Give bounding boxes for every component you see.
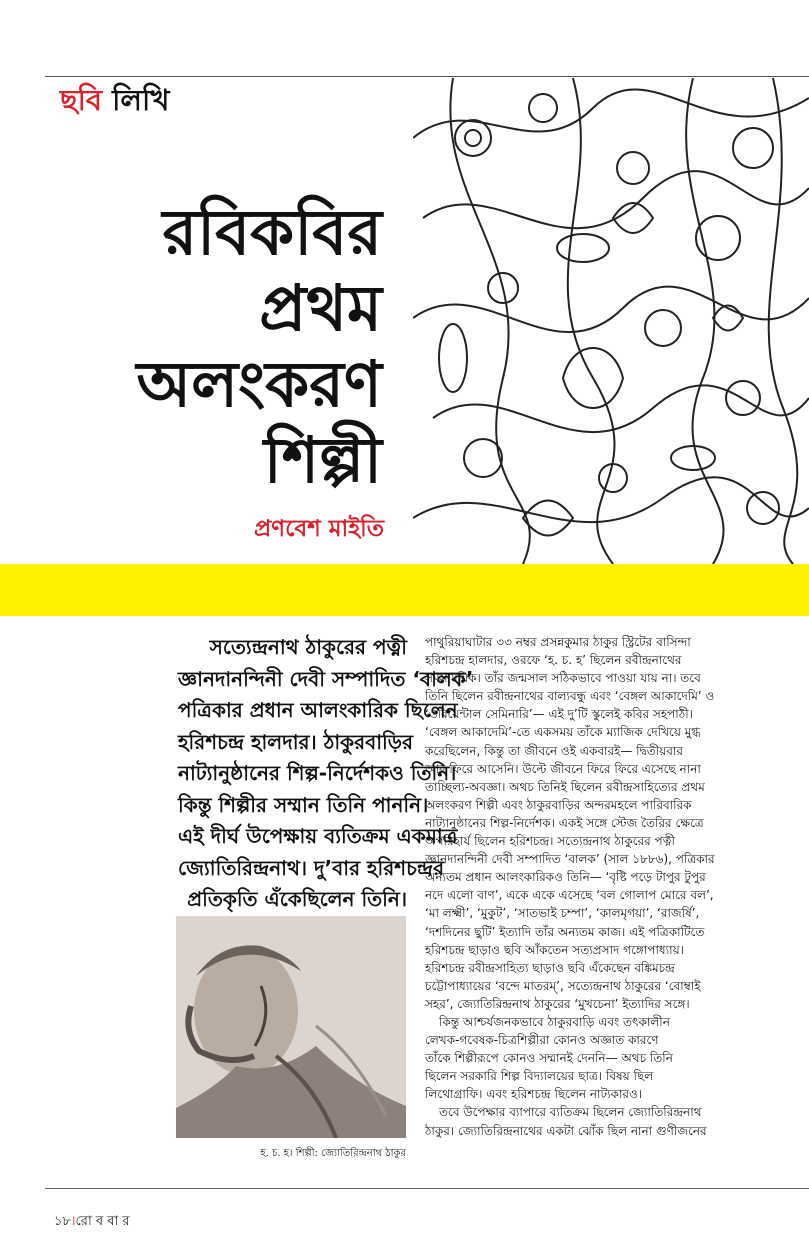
body-line: লেখক-গবেষক-চিত্রশিল্পীরা কোনও অজ্ঞাত কারণে [425,1033,659,1048]
body-line: নদে এলো বাণ’, একে একে এসেছে ‘বল গোলাপ মোরে বল’, [425,888,714,903]
footer-separator: । [70,1214,76,1229]
intro-line: এই দীর্ঘ উপেক্ষায় ব্যতিক্রম একমাত্র [178,824,458,848]
body-line: তাঁকে শিল্পীরূপে কোনও সম্মানই দেননি— অথচ তিনি [425,1051,673,1066]
body-line: আর ফিরে আসেনি। উল্টে জীবনে ফিরে ফিরে এসেছে নানা [425,761,701,776]
ornamental-illustration [413,78,809,564]
page-number: ১৮ [54,1214,71,1229]
body-line: ‘বেঙ্গল আকাদেমি’-তে একসময় তাঁকে ম্যাজিক দেখিয়ে মুগ্ধ [425,725,701,740]
body-line: ছিলেন সরকারি শিল্প বিদ্যালয়ের ছাত্র। বিষয় ছিল [425,1069,654,1084]
intro-line: নাট্যানুষ্ঠানের শিল্প-নির্দেশকও তিনি। [178,761,457,785]
intro-line: জ্যোতিরিন্দ্রনাথ। দু’বার হরিশচন্দ্রর [178,855,445,880]
body-line: কিন্তু আশ্চর্যজনকভাবে ঠাকুরবাড়ি এবং তৎকালীন [439,1014,670,1029]
body-line: অপরিহার্য ছিলেন হরিশচন্দ্র। সত্যেন্দ্রনাথ ঠাকুরের পত্নী [425,834,675,849]
body-line: হরিশচন্দ্র হালদার, ওরফে ‘হ. চ. হ’ ছিলেন রবীন্দ্রনাথের [425,653,682,668]
body-line: হরিশচন্দ্র ছাড়াও ছবি আঁকতেন সত্যপ্রসাদ গঙ্গোপাধ্যায়। [425,942,684,957]
intro-line: জ্ঞানদানন্দিনী দেবী সম্পাদিত ‘বালক’ [178,666,474,691]
top-rule [45,76,809,77]
photo-caption: হ. চ. হ। শিল্পী: জ্যোতিরিন্দ্রনাথ ঠাকুর [260,1148,406,1159]
body-line: তিনি ছিলেন রবীন্দ্রনাথের বাল্যবন্ধু এবং ‘বেঙ্গল আকাদেমি’ ও [425,689,715,704]
body-line: তাচ্ছিল্য-অবজ্ঞা। অথচ তিনিই ছিলেন রবীন্দ্রসাহিত্যের প্রথম [425,779,705,794]
body-line: জ্ঞানদানন্দিনী দেবী সম্পাদিত ‘বালক’ (সাল ১৮৮৬), পত্রিকার [425,852,715,867]
article-body [425,633,797,1140]
section-label-accent: ছবি [60,83,103,117]
body-line: পাথুরিয়াঘাটার ৩৩ নম্বর প্রসন্নকুমার ঠাকুর স্ট্রিটের বাসিন্দা [425,635,691,649]
body-line: সহর’, জ্যোতিরিন্দ্রনাথ ঠাকুরের ‘মুখচেনা’ ইত্যাদির সঙ্গে। [425,996,690,1011]
title-line: শিল্পী [263,424,382,497]
body-paragraph [425,633,797,1013]
body-line: ‘মা লক্ষ্মী’, ‘মুকুট’, ‘সাতভাই চম্পা’, ‘কালমৃগয়া’, ‘রাজর্ষি’, [425,906,700,921]
title-line: প্রথম [259,272,382,345]
title-line: রবিকবির [162,196,382,269]
intro-line: পত্রিকার প্রধান আলংকারিক ছিলেন [178,698,458,722]
body-line: লিথোগ্রাফি। এবং হরিশচন্দ্র ছিলেন নাট্যকারও। [425,1087,643,1102]
intro-line: প্রতিকৃতি এঁকেছিলেন তিনি। [187,887,407,911]
section-label-rest: লিখি [112,83,170,117]
yellow-band [0,564,809,616]
body-line: তবে উপেক্ষার ব্যাপারে ব্যতিক্রম ছিলেন জ্যোতিরিন্দ্রনাথ [439,1105,702,1120]
magazine-name: রো ব বা র [75,1214,130,1229]
body-line: ‘ওরিয়েন্টাল সেমিনারি’— এই দু’টি স্কুলেই কবির সহপাঠী। [425,707,693,722]
body-line: করেছিলেন, কিন্তু তা জীবনে ওই একবারই— দ্বিতীয়বার [425,743,683,758]
intro-line: হরিশচন্দ্র হালদার। ঠাকুরবাড়ির [178,729,414,754]
portrait-image [176,916,406,1138]
page-footer [54,1212,130,1233]
bottom-rule [45,1188,809,1189]
section-label [60,83,170,117]
body-line: ‘দশদিনের ছুটি’ ইত্যাদি তাঁর অন্যতম কাজ। এই পত্রিকাটিতে [425,924,705,939]
intro-line: সত্যেন্দ্রনাথ ঠাকুরের পত্নী [209,635,407,659]
body-line: চট্টোপাধ্যায়ের ‘বন্দে মাতরম্’, সত্যেন্দ্রনাথ ঠাকুরের ‘বোম্বাই [425,978,701,993]
body-line: ঠাকুর। জ্যোতিরিন্দ্রনাথের একটা ঝোঁক ছিল নানা গুণীজনের [425,1123,707,1138]
intro-line: কিন্তু শিল্পীর সম্মান তিনি পাননি। [178,792,429,817]
intro-pullquote [178,632,474,916]
body-line: হরিশচন্দ্র রবীন্দ্রসাহিত্য ছাড়াও ছবি এঁকেছেন বঙ্কিমচন্দ্র [425,960,675,975]
title-line: অলংকরণ [136,348,382,421]
article-title [120,195,382,499]
body-paragraph [425,1103,797,1139]
body-line: অলংকরণ শিল্পী এবং ঠাকুরবাড়ির অন্দরমহলে পারিবারিক [425,797,692,812]
body-line: অন্যতম প্রধান আলংকারিকও তিনি— ‘বৃষ্টি পড়ে টাপুর টুপুর [425,870,706,885]
body-paragraph [425,1013,797,1103]
author-byline: প্রণবেশ মাইতি [254,516,384,542]
body-line: সমসাময়িক। তাঁর জন্মসাল সঠিকভাবে পাওয়া যায় না। তবে [425,671,701,686]
body-line: নাট্যানুষ্ঠানের শিল্প-নির্দেশক। একই সঙ্গে স্টেজ তৈরির ক্ষেত্রে [425,815,704,830]
